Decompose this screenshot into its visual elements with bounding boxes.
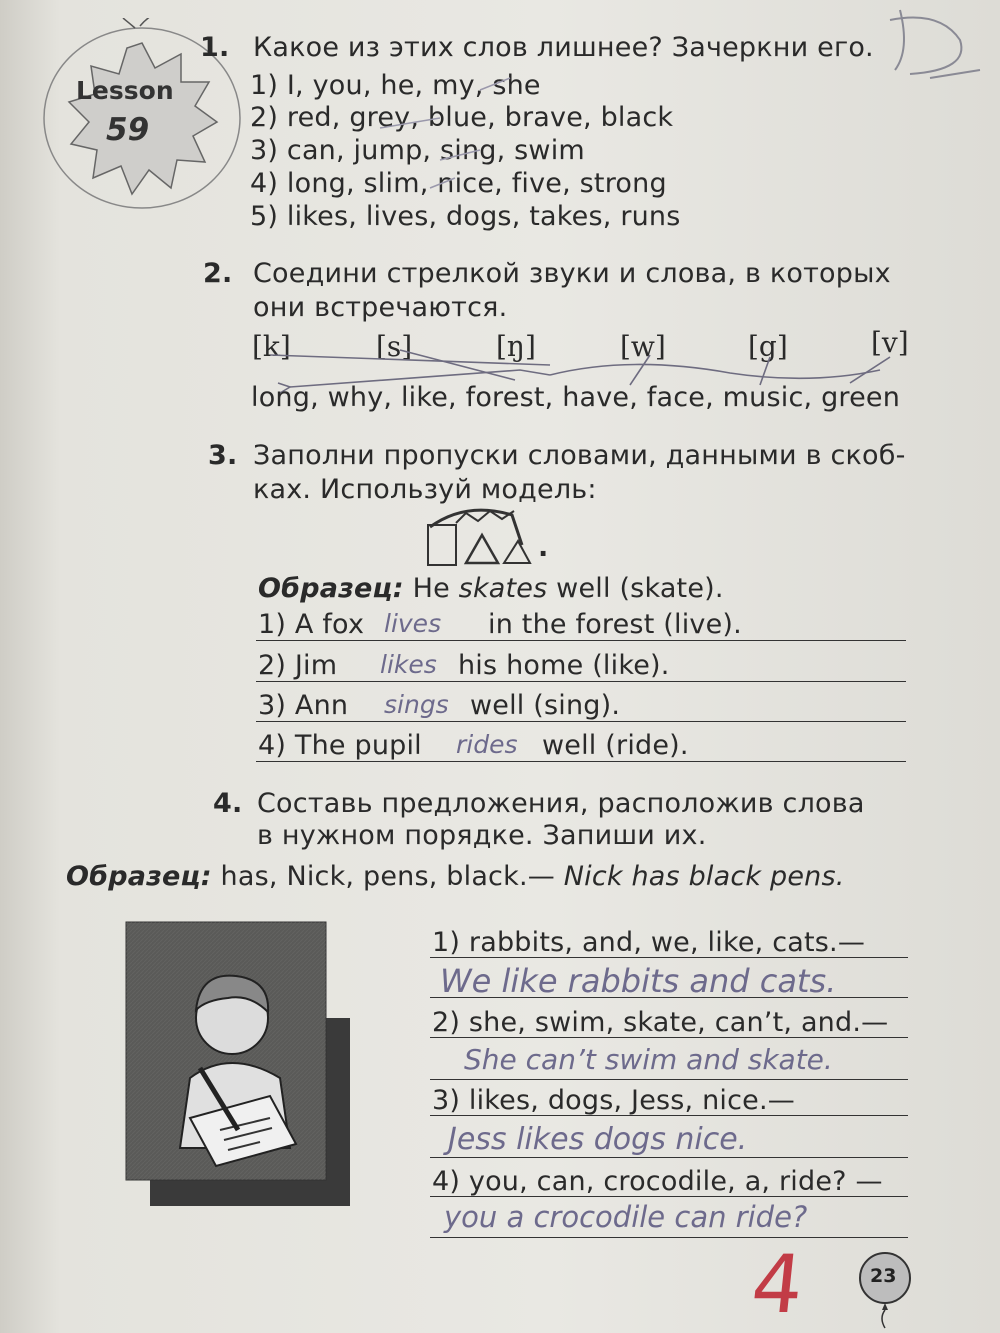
ex4-answer: We like rabbits and cats. [440,962,837,1000]
boy-writing-illustration [120,918,380,1218]
writing-line [430,957,908,958]
exercise-1-title: Какое из этих слов лишнее? Зачеркни его. [253,32,874,63]
writing-line [256,761,906,762]
ex3-item-prefix: 2) Jim [258,650,338,681]
ex4-sample [66,861,845,892]
model-giraffe-icon [426,505,536,567]
sound-v: [v] [871,326,909,359]
writing-line [256,681,906,682]
ex3-item-answer: rides [456,730,518,759]
sample-pre: He [412,573,459,604]
ex1-item: 5) likes, lives, dogs, takes, runs [250,201,681,232]
sound-g: [g] [748,330,788,363]
writing-line [430,1115,908,1116]
ex3-item-suffix: well (ride). [542,730,689,761]
sound-ng: [ŋ] [496,330,536,363]
sample-pre: has, Nick, pens, black.— [211,861,564,892]
ex1-item: 2) red, grey, blue, brave, black [250,102,674,133]
ex3-item-answer: sings [384,690,449,719]
exercise-3-title-cont: ках. Используй модель: [253,474,597,505]
ex3-item-answer: lives [384,609,442,638]
exercise-3-title: Заполни пропуски словами, данными в скоб- [253,440,906,471]
ex3-item-prefix: 4) The pupil [258,730,422,761]
sound-w: [w] [620,330,666,363]
ex4-prompt: 4) you, can, crocodile, a, ride? — [432,1166,883,1197]
writing-line [430,1037,908,1038]
ex3-sample [258,573,724,604]
exercise-4-title-cont: в нужном порядке. Запиши их. [257,820,707,851]
ex4-answer: you a crocodile can ride? [444,1200,808,1234]
ex4-prompt: 3) likes, dogs, Jess, nice.— [432,1085,795,1116]
exercise-1-number: 1. [200,32,230,63]
ex3-item-prefix: 1) A fox [258,609,365,640]
exercise-2-title: Соедини стрелкой звуки и слова, в которых [253,258,891,289]
ex4-prompt: 1) rabbits, and, we, like, cats.— [432,927,866,958]
writing-line [430,997,908,998]
sample-post: well (skate). [547,573,724,604]
page-number-balloon-icon [855,1250,915,1330]
lesson-number: 59 [106,112,150,148]
ex3-item-answer: likes [380,650,437,679]
exercise-4-title: Составь предложения, расположив слова [257,788,865,819]
exercise-2-title-cont: они встречаются. [253,292,508,323]
lesson-label: Lesson [76,76,174,105]
ex2-words: long, why, like, forest, have, face, music, green [251,382,901,413]
sample-answer: Nick has black pens. [563,861,845,892]
exercise-3-number: 3. [208,440,238,471]
ex3-item-suffix: his home (like). [458,650,670,681]
strike-marks [280,60,800,240]
sample-word: skates [458,573,548,604]
sample-label: Образец: [258,573,404,604]
ex4-prompt: 2) she, swim, skate, can’t, and.— [432,1007,889,1038]
ex1-item: 4) long, slim, nice, five, strong [250,168,667,199]
ex3-item-suffix: in the forest (live). [488,609,742,640]
writing-line [430,1157,908,1158]
sample-label: Образец: [66,861,212,892]
ex1-item: 1) I, you, he, my, she [250,70,541,101]
sound-k: [k] [252,330,291,363]
exercise-2-number: 2. [203,258,233,289]
sound-s: [s] [376,330,413,363]
ex4-answer: She can’t swim and skate. [464,1043,833,1076]
ex4-answer: Jess likes dogs nice. [448,1122,748,1157]
ex3-item-prefix: 3) Ann [258,690,349,721]
writing-line [256,640,906,641]
writing-line [256,721,906,722]
pencil-scribble-icon [870,0,990,90]
model-dot: . [538,532,549,563]
teacher-grade: 4 [747,1238,808,1331]
writing-line [430,1196,908,1197]
page-number: 23 [870,1265,897,1287]
writing-line [430,1079,908,1080]
writing-line [430,1237,908,1238]
ex1-item: 3) can, jump, sing, swim [250,135,585,166]
ex3-item-suffix: well (sing). [470,690,621,721]
exercise-4-number: 4. [213,788,243,819]
